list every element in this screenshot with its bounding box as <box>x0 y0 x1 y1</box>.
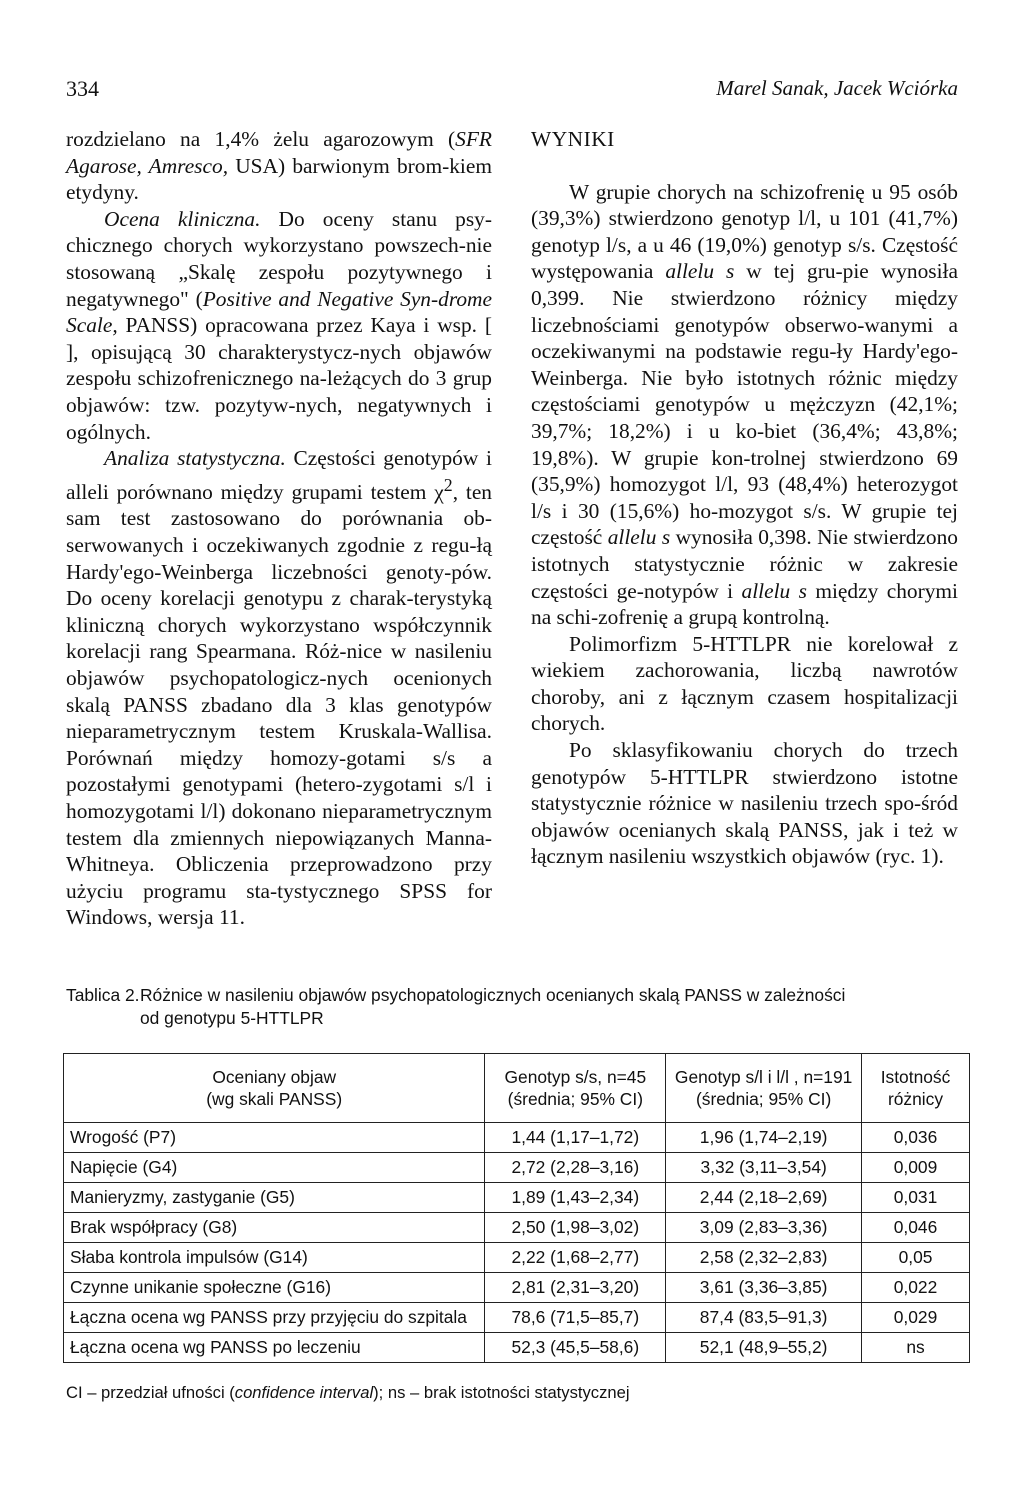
superscript: 2 <box>443 474 453 495</box>
column-header <box>485 1054 666 1123</box>
paragraph-statistics <box>66 445 492 931</box>
table-cell: 2,81 (2,31–3,20) <box>485 1273 666 1303</box>
table-cell: 0,009 <box>862 1153 970 1183</box>
table-cell: 2,22 (1,68–2,77) <box>485 1243 666 1273</box>
table-cell: Manieryzmy, zastyganie (G5) <box>64 1183 485 1213</box>
text: allelu s <box>607 525 671 550</box>
table-cell: 2,72 (2,28–3,16) <box>485 1153 666 1183</box>
text: Positive and Negative Syn-drome Scale, <box>66 286 492 338</box>
table-row <box>64 1333 970 1363</box>
table-cell: 0,029 <box>862 1303 970 1333</box>
table-cell: 52,3 (45,5–58,6) <box>485 1333 666 1363</box>
text: rozdzielano na 1,4% żelu agarozowym ( <box>66 127 456 151</box>
text: Genotyp s/s, n=45 <box>504 1067 647 1087</box>
table-cell: 52,1 (48,9–55,2) <box>666 1333 862 1363</box>
table-cell: 1,89 (1,43–2,34) <box>485 1183 666 1213</box>
column-header <box>64 1054 485 1123</box>
text: Do oceny stanu psy-chicznego chorych wykorzystano powszech-nie stosowaną „Skalę zespołu pozytywnego i negatywnego" ( <box>66 206 492 311</box>
paragraph-clinical-assessment <box>66 206 492 445</box>
results-table <box>63 1053 970 1363</box>
table-cell: Brak współpracy (G8) <box>64 1213 485 1243</box>
table-cell: 3,32 (3,11–3,54) <box>666 1153 862 1183</box>
table-cell: 78,6 (71,5–85,7) <box>485 1303 666 1333</box>
text: Genotyp s/l i l/l , n=191 <box>674 1067 853 1087</box>
text: USA) barwionym brom-kiem etydyny. <box>66 153 492 205</box>
paragraph-methods-gel <box>66 126 492 206</box>
table-cell: 2,58 (2,32–2,83) <box>666 1243 862 1273</box>
table-caption <box>66 984 966 1030</box>
table-row <box>64 1123 970 1153</box>
subheading-clinical: Ocena kliniczna. <box>104 206 261 231</box>
text: Częstości genotypów i alleli porównano między grupami testem χ <box>66 446 492 504</box>
paragraph-results-genotypes <box>531 179 958 631</box>
text: Istotność <box>880 1067 951 1087</box>
table-row <box>64 1183 970 1213</box>
text: allelu s <box>665 259 735 284</box>
table-cell: 2,50 (1,98–3,02) <box>485 1213 666 1243</box>
paragraph-classification: Po sklasyfikowaniu chorych do trzech genotypów 5-HTTLPR stwierdzono istotne statystycznie różnice w nasileniu trzech spo-śród objawów ocenianych skalą PANSS, jak i też w łącznym nasileniu wszystkich objawów (ryc. 1). <box>531 738 958 869</box>
text: różnicy <box>887 1089 944 1109</box>
text: (wg skali PANSS) <box>206 1089 343 1109</box>
text: , ten sam test zastosowano do porównania ob-serwowanych i oczekiwanych zgodnie z regu-łą Hardy'ego-Weinberga liczebności genoty-pów. Do oceny korelacji genotypu z charak-terystyką kliniczną chorych wykorzystano współczynnik korelacji rang Spearmana. Róż-nice w nasileniu objawów psychopatologicz-nych ocenionych skalą PANSS zbadano dla 3 klas genotypów nieparametrycznym testem Kruskala-Wallisa. Porównań między homozy-gotami s/s a pozostałymi genotypami (hetero-zygotami s/l i homozygotami l/l) dokonano nieparametrycznym testem dla zmiennych niepowiązanych Manna-Whitneya. Obliczenia przeprowadzono przy użyciu programu sta-tystycznego SPSS for Windows, wersja 11. <box>66 479 493 930</box>
column-header <box>666 1054 862 1123</box>
table-label: Tablica 2. <box>66 985 140 1005</box>
text: w tej gru-pie wynosiła 0,399. Nie stwierdzono różnicy między liczebnościami genotypów obserwo-wanymi a oczekiwanymi na podstawie regu-ły Hardy'ego-Weinberga. Nie było istotnych różnic między częstościami genotypów u mężczyzn (42,1%; 39,7%; 18,2%) i u ko-biet (36,4%; 43,8%; 19,8%). W grupie kon-trolnej stwierdzono 69 (35,9%) homozygot l/l, 93 (48,4%) heterozygot l/s i 30 (15,6%) ho-mozygot s/s. W grupie tej częstość <box>531 259 958 550</box>
text: między chorymi na schi-zofrenię a grupą kontrolną. <box>531 578 958 630</box>
table-cell: Napięcie (G4) <box>64 1153 485 1183</box>
text: ); ns – brak istotności statystycznej <box>373 1383 630 1402</box>
table-cell: 0,031 <box>862 1183 970 1213</box>
table-cell: Łączna ocena wg PANSS po leczeniu <box>64 1333 485 1363</box>
table-cell: 0,022 <box>862 1273 970 1303</box>
text: Oceniany objaw <box>212 1067 337 1087</box>
text: (średnia; 95% CI) <box>507 1089 643 1109</box>
right-column <box>531 126 958 870</box>
table-footnote <box>66 1383 630 1403</box>
text: W grupie chorych na schizofrenię u 95 osób (39,3%) stwierdzono genotyp l/l, u 101 (41,7%) genotyp l/s, a u 46 (19,0%) genotyp s/s. Częstość występowania <box>531 179 958 284</box>
text: SFR Agarose, Amresco, <box>66 127 492 178</box>
table-row <box>64 1273 970 1303</box>
column-header <box>862 1054 970 1123</box>
table-cell: 2,44 (2,18–2,69) <box>666 1183 862 1213</box>
text: allelu s <box>741 578 807 603</box>
table-header-row <box>64 1054 970 1123</box>
table-cell: 1,96 (1,74–2,19) <box>666 1123 862 1153</box>
table-row <box>64 1213 970 1243</box>
table-row <box>64 1243 970 1273</box>
table-cell: Wrogość (P7) <box>64 1123 485 1153</box>
table-cell: 3,09 (2,83–3,36) <box>666 1213 862 1243</box>
table-cell: 0,046 <box>862 1213 970 1243</box>
text: PANSS) opracowana przez Kaya i wsp. [ ], opisującą 30 charakterystycz-nych objawów zespołu schizofrenicznego na-leżących do 3 grup objawów: tzw. pozytyw-nych, negatywnych i ogólnych. <box>66 313 492 444</box>
text: confidence interval <box>234 1383 374 1402</box>
table-row <box>64 1153 970 1183</box>
table-cell: 87,4 (83,5–91,3) <box>666 1303 862 1333</box>
text: CI – przedział ufności ( <box>66 1383 235 1402</box>
running-head: Marel Sanak, Jacek Wciórka <box>716 76 958 100</box>
paragraph-polymorphism: Polimorfizm 5-HTTLPR nie korelował z wiekiem zachorowania, liczbą nawrotów choroby, ani z łącznym czasem hospitalizacji chorych. <box>531 631 958 736</box>
section-heading-results: WYNIKI <box>531 127 615 151</box>
table-cell: Łączna ocena wg PANSS przy przyjęciu do szpitala <box>64 1303 485 1333</box>
left-column <box>66 126 492 931</box>
table-cell: 0,036 <box>862 1123 970 1153</box>
table-cell: ns <box>862 1333 970 1363</box>
page-number: 334 <box>66 76 99 101</box>
table-caption-line1: Różnice w nasileniu objawów psychopatologicznych ocenianych skalą PANSS w zależności <box>140 985 846 1005</box>
table-cell: 3,61 (3,36–3,85) <box>666 1273 862 1303</box>
table-cell: 0,05 <box>862 1243 970 1273</box>
text: wynosiła 0,398. Nie stwierdzono istotnych statystycznie różnic w zakresie częstości ge-notypów i <box>531 525 958 603</box>
text: (średnia; 95% CI) <box>695 1089 832 1109</box>
subheading-statistics: Analiza statystyczna. <box>104 446 286 471</box>
table-caption-line2: od genotypu 5-HTTLPR <box>140 1008 324 1028</box>
table-cell: 1,44 (1,17–1,72) <box>485 1123 666 1153</box>
table-row <box>64 1303 970 1333</box>
table-cell: Czynne unikanie społeczne (G16) <box>64 1273 485 1303</box>
table-cell: Słaba kontrola impulsów (G14) <box>64 1243 485 1273</box>
